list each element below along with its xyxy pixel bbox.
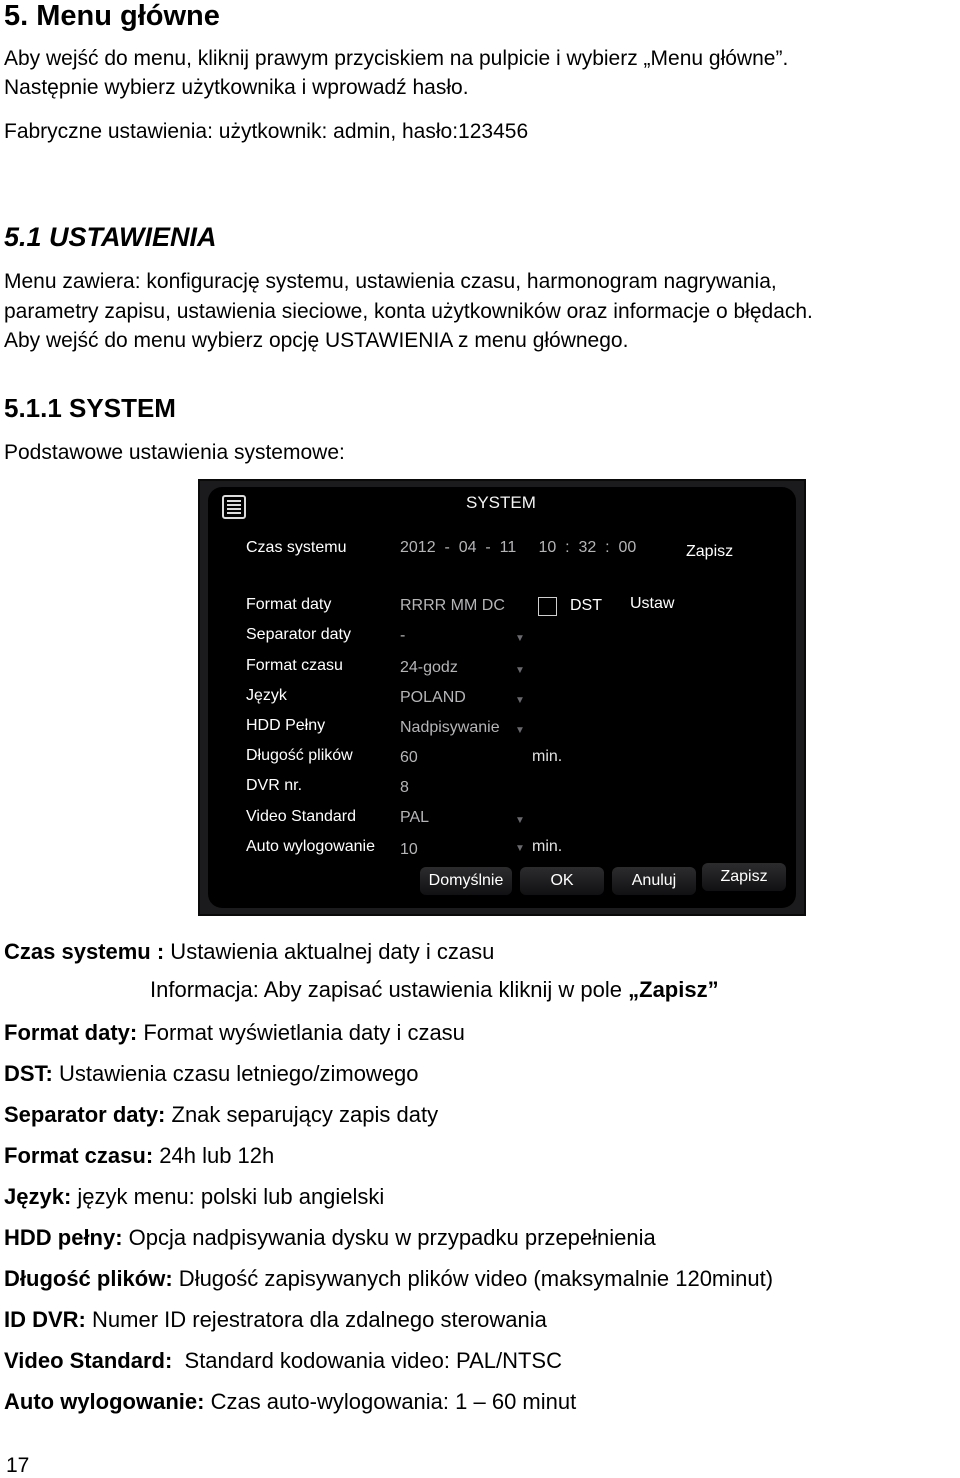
def-desc: język menu: polski lub angielski: [71, 1184, 385, 1209]
info-text: Informacja: Aby zapisać ustawienia kliknij w pole: [150, 977, 629, 1002]
def-term: Format daty:: [4, 1020, 138, 1045]
page-number: 17: [6, 1454, 30, 1477]
row-label: Video Standard: [246, 808, 357, 825]
settings-line-1: Menu zawiera: konfigurację systemu, ustawienia czasu, harmonogram nagrywania,: [4, 270, 777, 293]
row-label: Separator daty: [246, 626, 351, 643]
dst-label: DST: [570, 597, 602, 614]
date-format-select[interactable]: RRRR MM DC: [400, 597, 505, 614]
unit-label: min.: [532, 748, 563, 765]
settings-title: 5.1 USTAWIENIA: [4, 222, 217, 252]
system-dialog: [208, 487, 796, 908]
system-title: 5.1.1 SYSTEM: [4, 393, 176, 423]
def-desc: Ustawienia czasu letniego/zimowego: [52, 1061, 419, 1086]
date-separator-select[interactable]: -: [400, 627, 406, 644]
def-desc: Znak separujący zapis daty: [165, 1102, 439, 1127]
def-dst: [4, 1061, 419, 1087]
video-standard-select[interactable]: PAL: [400, 809, 430, 826]
def-desc: Opcja nadpisywania dysku w przypadku przepełnienia: [122, 1225, 656, 1250]
def-term: Video Standard:: [4, 1348, 173, 1373]
factory-settings: Fabryczne ustawienia: użytkownik: admin, hasło:123456: [4, 120, 529, 143]
chevron-down-icon[interactable]: ▼: [515, 725, 525, 736]
def-system-time: [4, 939, 494, 965]
hdd-full-select[interactable]: Nadpisywanie: [400, 719, 500, 736]
def-date-separator: [4, 1102, 438, 1128]
def-date-format: [4, 1020, 465, 1046]
unit-label: min.: [532, 838, 563, 855]
def-desc: Czas auto-wylogowania: 1 – 60 minut: [204, 1389, 577, 1414]
save-button[interactable]: Zapisz: [702, 863, 786, 891]
dst-checkbox[interactable]: [538, 597, 557, 616]
def-desc: Długość zapisywanych plików video (maksymalnie 120minut): [172, 1266, 774, 1291]
row-label: DVR nr.: [246, 777, 303, 794]
def-term: HDD pełny:: [4, 1225, 123, 1250]
def-term: Czas systemu :: [4, 939, 165, 964]
save-time-button[interactable]: Zapisz: [686, 543, 734, 560]
def-term: Format czasu:: [4, 1143, 154, 1168]
def-desc: Numer ID rejestratora dla zdalnego sterowania: [85, 1307, 547, 1332]
def-term: Auto wylogowanie:: [4, 1389, 205, 1414]
def-term: Długość plików:: [4, 1266, 173, 1291]
def-term: Język:: [4, 1184, 72, 1209]
def-desc: Ustawienia aktualnej daty i czasu: [164, 939, 495, 964]
settings-line-3: Aby wejść do menu wybierz opcję USTAWIENIA z menu głównego.: [4, 329, 629, 352]
language-select[interactable]: POLAND: [400, 689, 466, 706]
ok-button[interactable]: OK: [520, 867, 604, 895]
row-label: Język: [246, 687, 287, 704]
chevron-down-icon[interactable]: ▼: [515, 695, 525, 706]
time-value[interactable]: 2012 - 04 - 11 10 : 32 : 00: [400, 539, 637, 556]
def-dvr-id: [4, 1307, 547, 1333]
default-button[interactable]: Domyślnie: [420, 867, 512, 895]
info-note: [150, 977, 719, 1003]
time-format-select[interactable]: 24-godz: [400, 659, 458, 676]
def-desc: 24h lub 12h: [153, 1143, 275, 1168]
chevron-down-icon[interactable]: ▼: [515, 843, 525, 854]
row-label: Format czasu: [246, 657, 343, 674]
system-screenshot: [198, 479, 806, 916]
row-label: Długość plików: [246, 747, 353, 764]
dialog-title: SYSTEM: [466, 493, 536, 512]
def-video-standard: [4, 1348, 562, 1374]
auto-logout-input[interactable]: 10: [400, 841, 418, 858]
set-dst-button[interactable]: Ustaw: [630, 595, 675, 612]
file-length-input[interactable]: 60: [400, 749, 418, 766]
def-term: DST:: [4, 1061, 53, 1086]
def-time-format: [4, 1143, 274, 1169]
def-desc: Standard kodowania video: PAL/NTSC: [172, 1348, 562, 1373]
def-language: [4, 1184, 384, 1210]
chevron-down-icon[interactable]: ▼: [515, 815, 525, 826]
def-term: ID DVR:: [4, 1307, 86, 1332]
settings-line-2: parametry zapisu, ustawienia sieciowe, konta użytkowników oraz informacje o błędach.: [4, 300, 813, 323]
def-desc: Format wyświetlania daty i czasu: [137, 1020, 465, 1045]
intro-line-2: Następnie wybierz użytkownika i wprowadź hasło.: [4, 76, 469, 99]
row-label: Format daty: [246, 596, 332, 613]
section-title: 5. Menu główne: [4, 0, 220, 32]
def-hdd-full: [4, 1225, 656, 1251]
intro-line-1: Aby wejść do menu, kliknij prawym przyciskiem na pulpicie i wybierz „Menu główne”.: [4, 47, 789, 70]
time-label: Czas systemu: [246, 539, 347, 556]
dvr-number-input[interactable]: 8: [400, 779, 409, 796]
cancel-button[interactable]: Anuluj: [612, 867, 696, 895]
chevron-down-icon[interactable]: ▼: [515, 633, 525, 644]
info-bold: „Zapisz”: [628, 977, 719, 1002]
def-file-length: [4, 1266, 773, 1292]
row-label: HDD Pełny: [246, 717, 326, 734]
system-subtitle: Podstawowe ustawienia systemowe:: [4, 441, 345, 464]
chevron-down-icon[interactable]: ▼: [515, 665, 525, 676]
row-label: Auto wylogowanie: [246, 838, 375, 855]
def-term: Separator daty:: [4, 1102, 166, 1127]
def-auto-logout: [4, 1389, 576, 1415]
menu-icon: [222, 495, 246, 519]
